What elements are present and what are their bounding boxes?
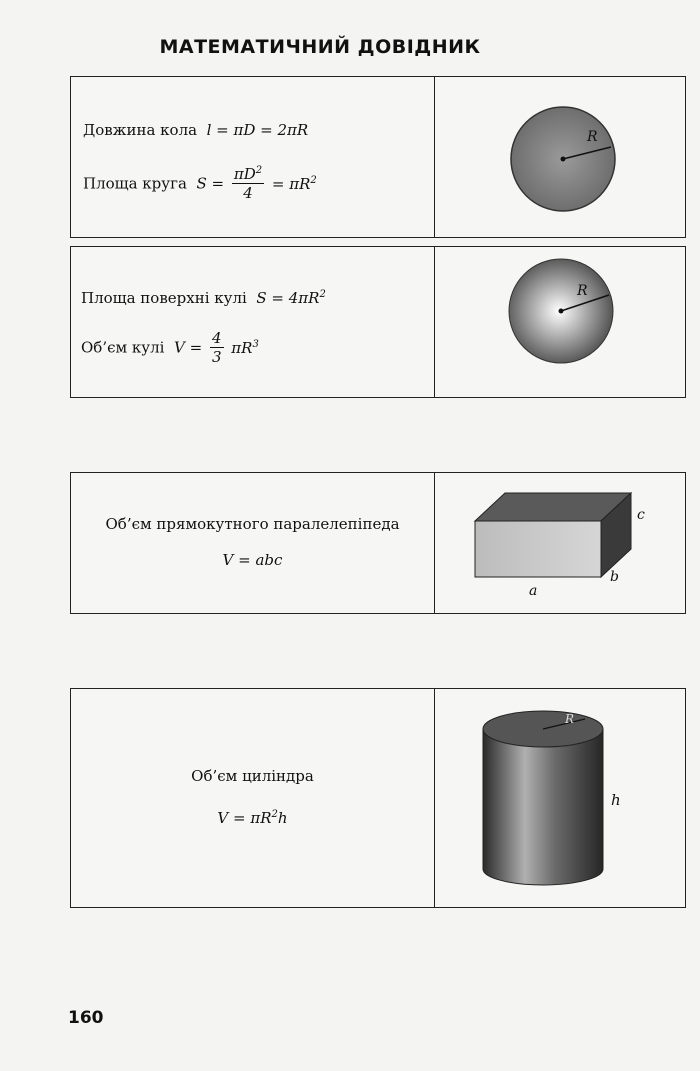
circle-area-line: Площа круга S = $\frac{\pi D^2}{4}$ = $\pi R^2$	[83, 165, 317, 202]
sphere-figure	[435, 247, 685, 397]
fraction: $\frac{4}{3}$	[211, 329, 222, 366]
formula: $S = 4\pi R^2$	[251, 289, 326, 307]
formula-cell	[71, 473, 435, 613]
radius-label: R	[587, 129, 598, 145]
formula-label: Площа круга	[83, 174, 187, 193]
formula-cell	[71, 247, 435, 397]
box-volume-label: Об’єм прямокутного паралелепіпеда	[105, 515, 400, 533]
dimension-label-b: b	[610, 569, 619, 585]
fraction: $\frac{\pi D^2}{4}$	[233, 165, 263, 202]
card-box	[70, 472, 686, 614]
card-circle	[70, 76, 686, 238]
formula: l = πD = 2πR	[201, 121, 309, 139]
cylinder-figure	[435, 689, 687, 907]
figure-cell	[435, 77, 685, 237]
formula-cell	[71, 689, 435, 907]
cylinder-body	[483, 729, 603, 885]
card-cylinder	[70, 688, 686, 908]
card-sphere	[70, 246, 686, 398]
page-title: МАТЕМАТИЧНИЙ ДОВІДНИК	[159, 36, 481, 58]
formula-cell	[71, 77, 435, 237]
cylinder-volume-formula: $V = \pi R^2h$	[217, 809, 288, 827]
figure-cell	[435, 689, 685, 907]
formula-label: Площа поверхні кулі	[81, 289, 247, 307]
box-front-face	[475, 521, 601, 577]
formula-label: Довжина кола	[83, 121, 198, 139]
formula-label: Об’єм кулі	[81, 338, 165, 357]
dimension-label-c: c	[637, 507, 645, 523]
radius-label: R	[565, 712, 575, 726]
sphere-volume-line: Об’єм кулі V = $\frac{4}{3}$ $\pi R^3$	[81, 329, 259, 366]
box-figure	[435, 473, 687, 613]
sphere-surface-line	[81, 289, 326, 307]
page-number: 160	[68, 1008, 104, 1028]
circumference-line	[83, 121, 308, 139]
cylinder-volume-label: Об’єм циліндра	[191, 767, 314, 785]
dimension-label-a: a	[529, 583, 538, 599]
box-volume-formula: V = abc	[222, 551, 283, 569]
figure-cell	[435, 247, 685, 397]
circle-figure	[435, 77, 685, 237]
figure-cell	[435, 473, 685, 613]
height-label: h	[611, 791, 621, 809]
radius-label: R	[577, 283, 588, 299]
